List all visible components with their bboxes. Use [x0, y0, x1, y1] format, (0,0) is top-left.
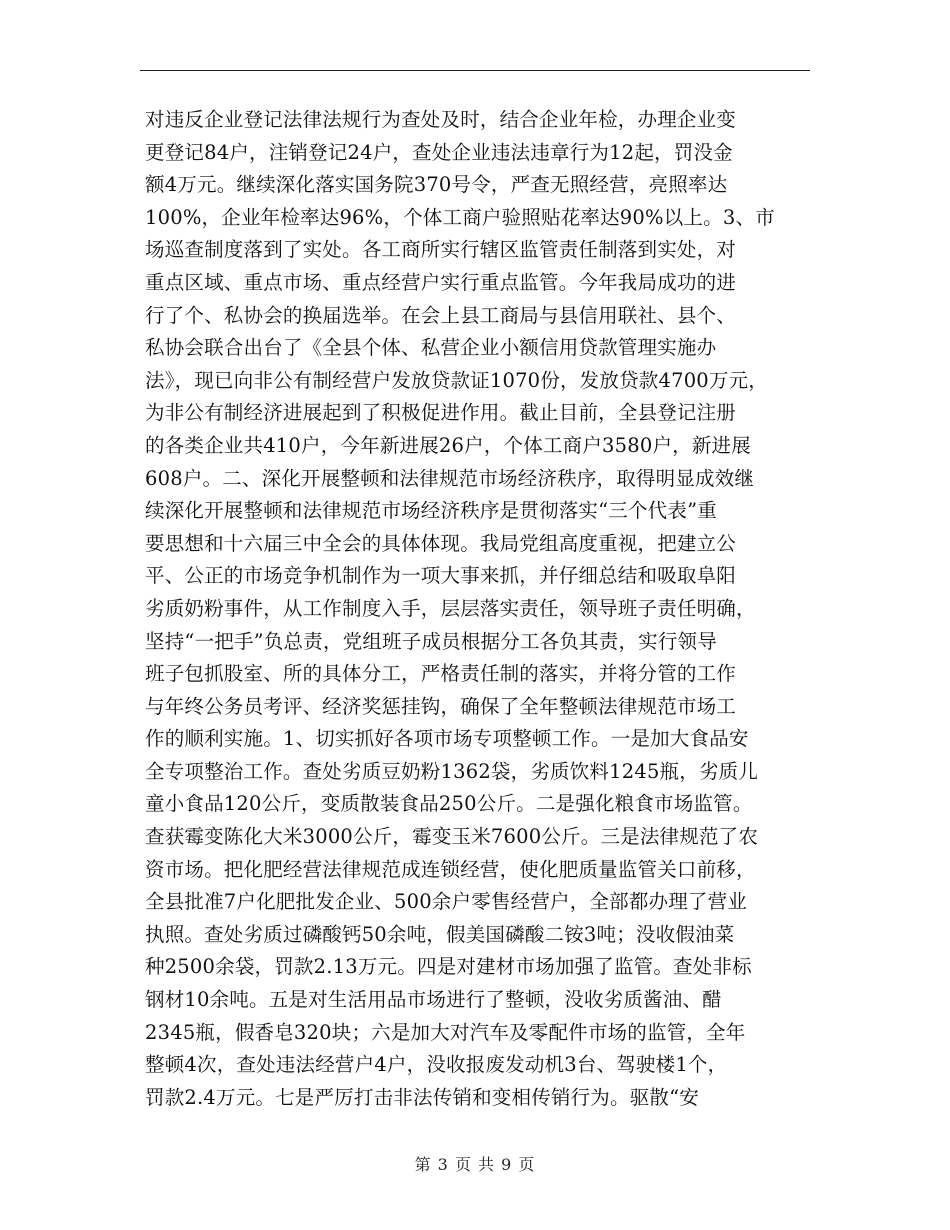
text-line: 钢材10余吨。五是对生活用品市场进行了整顿，没收劣质酱油、醋 — [145, 988, 722, 1012]
text-line: 整顿4次，查处违法经营户4户，没收报废发动机3台、驾驶楼1个， — [145, 1053, 728, 1077]
text-line: 资市场。把化肥经营法律规范成连锁经营，使化肥质量监管关口前移， — [145, 857, 756, 881]
text-line: 额4万元。继续深化落实国务院370号令，严查无照经营，亮照率达 — [145, 173, 728, 197]
text-line: 种2500余袋，罚款2.13万元。四是对建材市场加强了监管。查处非标 — [145, 955, 752, 979]
text-line: 劣质奶粉事件，从工作制度入手，层层落实责任，领导班子责任明确， — [145, 596, 756, 620]
text-line: 重点区域、重点市场、重点经营户实行重点监管。今年我局成功的进 — [145, 270, 737, 294]
body-text — [145, 104, 815, 1114]
text-line: 续深化开展整顿和法律规范市场经济秩序是贯彻落实“三个代表”重 — [145, 499, 717, 523]
text-line: 要思想和十六届三中全会的具体体现。我局党组高度重视，把建立公 — [145, 531, 737, 555]
text-line: 对违反企业登记法律法规行为查处及时，结合企业年检，办理企业变 — [145, 108, 737, 131]
header-rule — [140, 70, 810, 71]
text-line: 班子包抓股室、所的具体分工，严格责任制的落实，并将分管的工作 — [145, 662, 737, 686]
text-line: 与年终公务员考评、经济奖惩挂钩，确保了全年整顿法律规范市场工 — [145, 694, 737, 718]
text-line: 全专项整治工作。查处劣质豆奶粉1362袋，劣质饮料1245瓶，劣质儿 — [145, 759, 759, 783]
text-line: 童小食品120公斤，变质散装食品250公斤。二是强化粮食市场监管。 — [145, 792, 753, 816]
text-line: 法》，现已向非公有制经营户发放贷款证1070份，发放贷款4700万元， — [145, 368, 769, 392]
text-line: 608户。二、深化开展整顿和法律规范市场经济秩序，取得明显成效继 — [145, 466, 755, 490]
text-line: 行了个、私协会的换届选举。在会上县工商局与县信用联社、县个、 — [145, 303, 737, 327]
text-line: 私协会联合出台了《全县个体、私营企业小额信用贷款管理实施办 — [145, 336, 717, 360]
text-line: 场巡查制度落到了实处。各工商所实行辖区监管责任制落到实处，对 — [145, 238, 737, 262]
text-line: 平、公正的市场竞争机制作为一项大事来抓，并仔细总结和吸取阜阳 — [145, 564, 737, 588]
text-line: 查获霉变陈化大米3000公斤，霉变玉米7600公斤。三是法律规范了农 — [145, 825, 759, 849]
text-line: 坚持“一把手”负总责，党组班子成员根据分工各负其责，实行领导 — [145, 629, 717, 653]
text-line: 更登记84户，注销登记24户，查处企业违法违章行为12起，罚没金 — [145, 140, 733, 164]
text-line: 100%，企业年检率达96%，个体工商户验照贴花率达90%以上。3、市 — [145, 205, 775, 229]
text-line: 执照。查处劣质过磷酸钙50余吨，假美国磷酸二铵3吨；没收假油菜 — [145, 922, 735, 946]
text-line: 作的顺利实施。1、切实抓好各项市场专项整顿工作。一是加大食品安 — [145, 727, 749, 751]
text-line: 的各类企业共410户，今年新进展26户，个体工商户3580户，新进展 — [145, 433, 751, 457]
page-footer: 第 3 页 共 9 页 — [414, 1155, 536, 1174]
text-line: 罚款2.4万元。七是严厉打击非法传销和变相传销行为。驱散“安 — [145, 1085, 699, 1109]
text-line: 全县批准7户化肥批发企业、500余户零售经营户，全部都办理了营业 — [145, 890, 748, 914]
text-line: 2345瓶，假香皂320块；六是加大对汽车及零配件市场的监管，全年 — [145, 1020, 746, 1044]
text-line: 为非公有制经济进展起到了积极促进作用。截止目前，全县登记注册 — [145, 401, 737, 425]
